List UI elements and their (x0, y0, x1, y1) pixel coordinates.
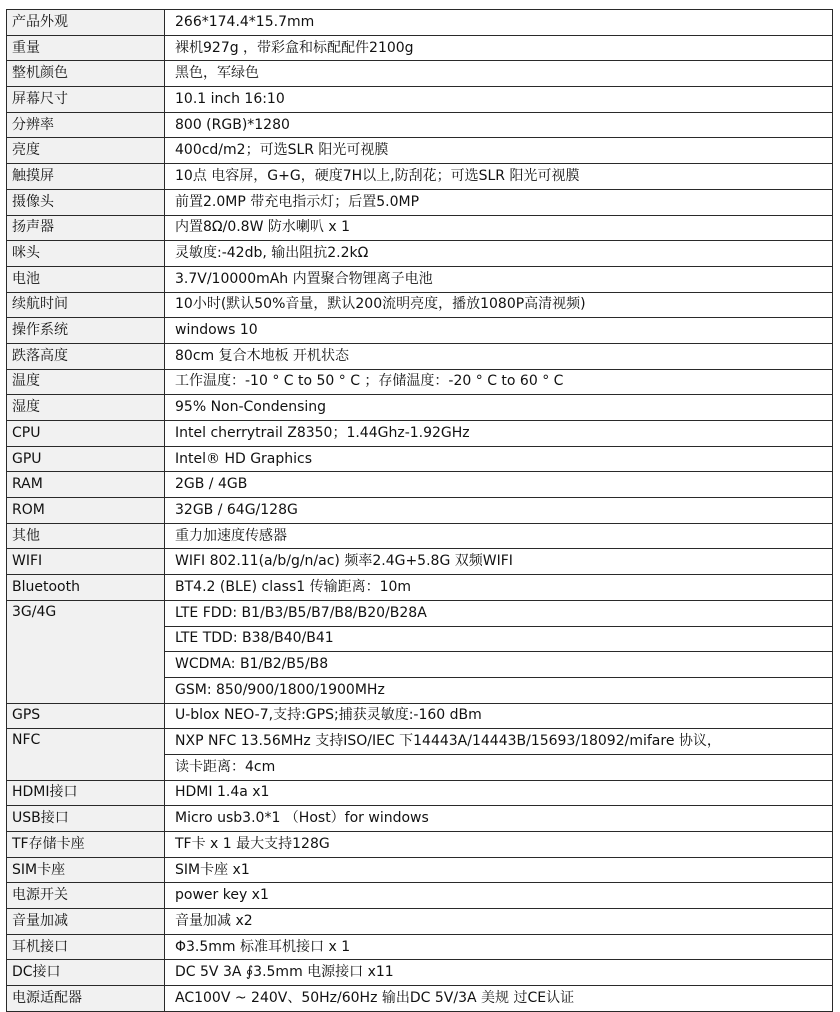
spec-label: SIM卡座 (7, 857, 165, 883)
spec-row (7, 909, 833, 935)
spec-row (7, 883, 833, 909)
spec-row (7, 960, 833, 986)
spec-row (7, 806, 833, 832)
spec-label: 湿度 (7, 395, 165, 421)
spec-value: 80cm 复合木地板 开机状态 (165, 343, 833, 369)
spec-row (7, 61, 833, 87)
spec-label: USB接口 (7, 806, 165, 832)
spec-label: TF存储卡座 (7, 832, 165, 858)
spec-value: 10小时(默认50%音量，默认200流明亮度，播放1080P高清视频) (165, 292, 833, 318)
spec-row (7, 10, 833, 36)
spec-label: 扬声器 (7, 215, 165, 241)
spec-row (7, 189, 833, 215)
spec-row (7, 729, 833, 755)
spec-row (7, 600, 833, 626)
spec-value: 3.7V/10000mAh 内置聚合物锂离子电池 (165, 266, 833, 292)
spec-value: 读卡距离：4cm (165, 754, 833, 780)
spec-row (7, 446, 833, 472)
spec-row (7, 266, 833, 292)
spec-row (7, 421, 833, 447)
spec-value: 裸机927g ，带彩盒和标配配件2100g (165, 35, 833, 61)
spec-value: power key x1 (165, 883, 833, 909)
spec-row (7, 215, 833, 241)
spec-label: 整机颜色 (7, 61, 165, 87)
spec-row (7, 112, 833, 138)
spec-row (7, 35, 833, 61)
spec-row (7, 498, 833, 524)
spec-value: SIM卡座 x1 (165, 857, 833, 883)
spec-table (6, 9, 833, 1012)
spec-value: 32GB / 64G/128G (165, 498, 833, 524)
spec-value: Φ3.5mm 标准耳机接口 x 1 (165, 934, 833, 960)
spec-row (7, 164, 833, 190)
spec-row (7, 934, 833, 960)
spec-row (7, 369, 833, 395)
spec-row (7, 857, 833, 883)
spec-label: 其他 (7, 523, 165, 549)
spec-label: 电池 (7, 266, 165, 292)
spec-label: HDMI接口 (7, 780, 165, 806)
spec-label: 音量加减 (7, 909, 165, 935)
spec-value: AC100V ~ 240V、50Hz/60Hz 输出DC 5V/3A 美规 过CE认证 (165, 986, 833, 1012)
spec-label: GPU (7, 446, 165, 472)
spec-value: DC 5V 3A ∮3.5mm 电源接口 x11 (165, 960, 833, 986)
spec-label: 重量 (7, 35, 165, 61)
spec-label: 产品外观 (7, 10, 165, 36)
spec-label: 屏幕尺寸 (7, 87, 165, 113)
spec-value: U-blox NEO-7,支持:GPS;捕获灵敏度:-160 dBm (165, 703, 833, 729)
spec-value: 10点 电容屏，G+G，硬度7H以上,防刮花；可选SLR 阳光可视膜 (165, 164, 833, 190)
spec-value: Intel® HD Graphics (165, 446, 833, 472)
spec-row (7, 832, 833, 858)
spec-value: 800 (RGB)*1280 (165, 112, 833, 138)
spec-row (7, 138, 833, 164)
spec-label: 电源适配器 (7, 986, 165, 1012)
spec-value: 重力加速度传感器 (165, 523, 833, 549)
spec-value: 95% Non-Condensing (165, 395, 833, 421)
spec-value: 音量加减 x2 (165, 909, 833, 935)
spec-value: 2GB / 4GB (165, 472, 833, 498)
spec-label: 跌落高度 (7, 343, 165, 369)
spec-row (7, 780, 833, 806)
spec-table-body (7, 10, 833, 1012)
spec-label: 摄像头 (7, 189, 165, 215)
spec-value: HDMI 1.4a x1 (165, 780, 833, 806)
spec-label: 分辨率 (7, 112, 165, 138)
spec-row (7, 472, 833, 498)
spec-label: DC接口 (7, 960, 165, 986)
spec-label: 续航时间 (7, 292, 165, 318)
spec-value: 400cd/m2；可选SLR 阳光可视膜 (165, 138, 833, 164)
spec-value: Micro usb3.0*1 （Host）for windows (165, 806, 833, 832)
spec-row (7, 292, 833, 318)
spec-row (7, 986, 833, 1012)
spec-label: 触摸屏 (7, 164, 165, 190)
spec-row (7, 318, 833, 344)
spec-label: CPU (7, 421, 165, 447)
spec-row (7, 343, 833, 369)
spec-label: 3G/4G (7, 600, 165, 703)
spec-value: LTE FDD: B1/B3/B5/B7/B8/B20/B28A (165, 600, 833, 626)
spec-value: 工作温度：-10 ° C to 50 ° C ；存储温度：-20 ° C to 60 ° C (165, 369, 833, 395)
spec-value: Intel cherrytrail Z8350；1.44Ghz-1.92GHz (165, 421, 833, 447)
spec-value: 10.1 inch 16:10 (165, 87, 833, 113)
spec-label: 温度 (7, 369, 165, 395)
spec-value: 黑色，军绿色 (165, 61, 833, 87)
spec-label: 操作系统 (7, 318, 165, 344)
spec-value: 前置2.0MP 带充电指示灯；后置5.0MP (165, 189, 833, 215)
spec-value: NXP NFC 13.56MHz 支持ISO/IEC 下14443A/14443B/15693/18092/mifare 协议， (165, 729, 833, 755)
spec-label: 耳机接口 (7, 934, 165, 960)
spec-value: windows 10 (165, 318, 833, 344)
spec-label: 咪头 (7, 241, 165, 267)
spec-row (7, 549, 833, 575)
spec-value: BT4.2 (BLE) class1 传输距离：10m (165, 575, 833, 601)
spec-value: GSM: 850/900/1800/1900MHz (165, 677, 833, 703)
spec-value: 内置8Ω/0.8W 防水喇叭 x 1 (165, 215, 833, 241)
spec-label: RAM (7, 472, 165, 498)
spec-label: 电源开关 (7, 883, 165, 909)
spec-row (7, 703, 833, 729)
spec-label: WIFI (7, 549, 165, 575)
spec-label: Bluetooth (7, 575, 165, 601)
spec-value: TF卡 x 1 最大支持128G (165, 832, 833, 858)
spec-label: ROM (7, 498, 165, 524)
spec-row (7, 523, 833, 549)
spec-value: WCDMA: B1/B2/B5/B8 (165, 652, 833, 678)
spec-value: LTE TDD: B38/B40/B41 (165, 626, 833, 652)
spec-label: GPS (7, 703, 165, 729)
spec-row (7, 575, 833, 601)
spec-label: 亮度 (7, 138, 165, 164)
spec-value: 灵敏度:-42db, 输出阻抗2.2kΩ (165, 241, 833, 267)
spec-row (7, 241, 833, 267)
spec-value: WIFI 802.11(a/b/g/n/ac) 频率2.4G+5.8G 双频WIFI (165, 549, 833, 575)
spec-value: 266*174.4*15.7mm (165, 10, 833, 36)
spec-row (7, 87, 833, 113)
spec-row (7, 395, 833, 421)
spec-label: NFC (7, 729, 165, 780)
